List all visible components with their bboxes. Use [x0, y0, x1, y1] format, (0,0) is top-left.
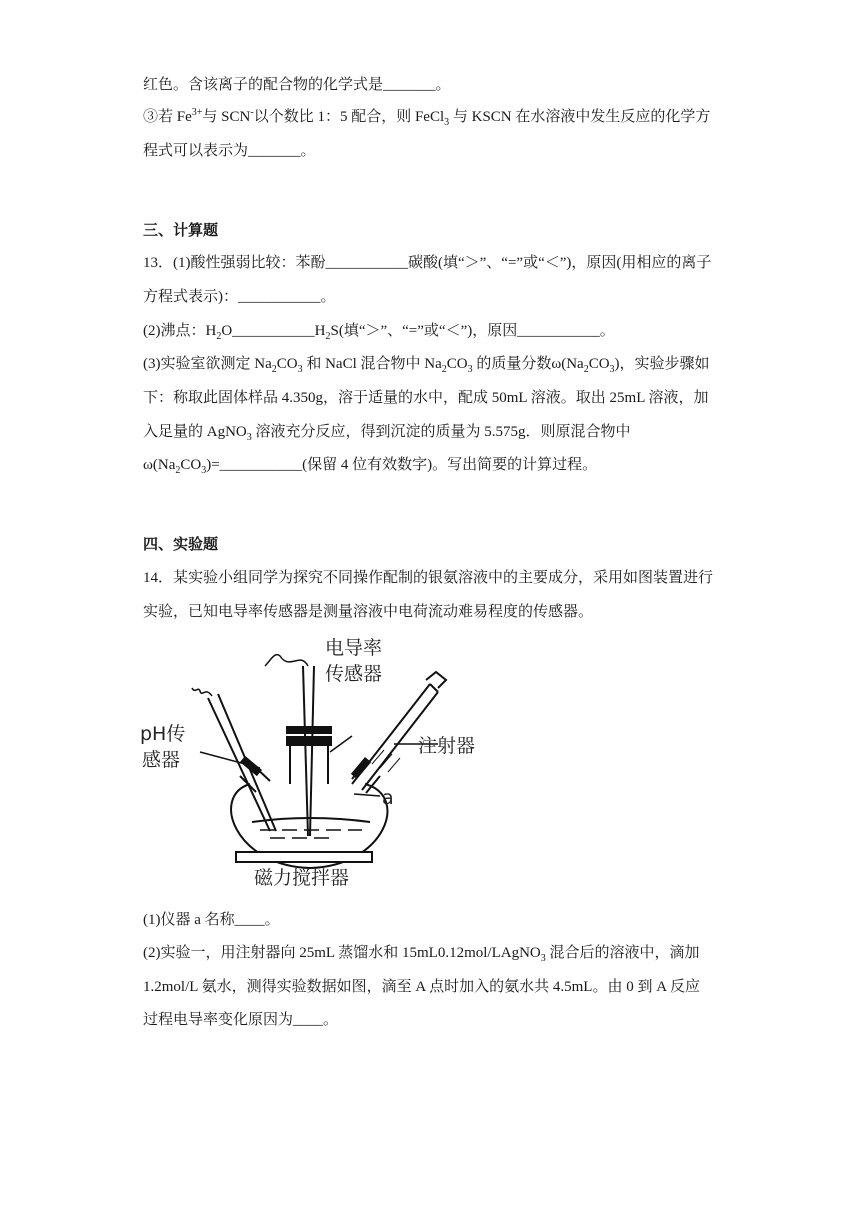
- subscript: 2: [583, 364, 589, 375]
- subscript: 2: [216, 331, 222, 342]
- text-span: ③若 Fe: [143, 109, 192, 125]
- text-line: 红色。含该离子的配合物的化学式是_______。: [143, 77, 451, 93]
- text-span: 与 SCN: [202, 109, 251, 125]
- apparatus-figure: [140, 636, 500, 892]
- text-line: [143, 107, 710, 127]
- text-line: [143, 422, 631, 442]
- subscript: 2: [441, 364, 447, 375]
- text-span: )，实验步骤如: [614, 356, 710, 372]
- text-span: 与 KSCN 在水溶液中发生反应的化学方: [449, 109, 711, 125]
- subscript: 2: [175, 465, 181, 476]
- superscript: -: [250, 107, 254, 118]
- text-span: )=___________(保留 4 位有效数字)。写出简要的计算过程。: [206, 457, 598, 473]
- text-line: 1.2mol/L 氨水，测得实验数据如图，滴至 A 点时加入的氨水共 4.5mL。由 0 到 A 反应: [143, 979, 700, 995]
- stopper-right: [351, 757, 371, 779]
- label-conductivity-1: 电导率: [325, 637, 383, 659]
- text-span: 和 NaCl 混合物中 Na: [302, 356, 442, 372]
- subscript: 3: [467, 364, 473, 375]
- superscript: 3+: [191, 107, 203, 118]
- stopper-center: [286, 736, 332, 746]
- label-conductivity-2: 传感器: [325, 663, 383, 685]
- text-line: (1)仪器 a 名称____。: [143, 912, 280, 928]
- text-line: 程式可以表示为_______。: [143, 143, 316, 159]
- a-leader: [354, 794, 380, 796]
- subscript: 3: [201, 465, 207, 476]
- ph-wire: [192, 688, 212, 696]
- text-line: 实验，已知电导率传感器是测量溶液中电荷流动难易程度的传感器。: [143, 604, 594, 620]
- flask-neck-center: [290, 746, 328, 784]
- text-line: 14．某实验小组同学为探究不同操作配制的银氨溶液中的主要成分，采用如图装置进行: [143, 570, 714, 586]
- text-span: CO: [446, 356, 468, 372]
- label-syringe: 注射器: [418, 735, 476, 757]
- subscript: 3: [540, 953, 546, 964]
- text-line: [143, 455, 597, 475]
- subscript: 3: [609, 364, 615, 375]
- text-line: [143, 321, 615, 341]
- conductivity-probe: [303, 666, 314, 836]
- section-heading-exp: 四、实验题: [143, 535, 219, 553]
- subscript: 3: [444, 117, 450, 128]
- text-span: CO: [276, 356, 298, 372]
- text-line: [143, 943, 700, 963]
- text-span: 的质量分数ω(Na: [472, 356, 584, 372]
- syringe-plunger: [426, 672, 446, 692]
- text-span: 混合后的溶液中，滴加: [545, 945, 700, 961]
- label-ph-1: pH传: [140, 723, 186, 745]
- label-stirrer: 磁力搅拌器: [254, 867, 350, 889]
- text-span: S(填“＞”、“=”或“＜”)，原因___________。: [330, 323, 615, 339]
- section-heading-calc: 三、计算题: [143, 221, 219, 239]
- label-a: a: [382, 787, 394, 809]
- subscript: 2: [271, 364, 277, 375]
- text-line: [143, 354, 710, 374]
- apparatus-diagram: [140, 636, 500, 892]
- subscript: 3: [246, 432, 252, 443]
- text-span: 入足量的 AgNO: [143, 424, 247, 440]
- text-span: ω(Na: [143, 457, 176, 473]
- subscript: 3: [297, 364, 303, 375]
- text-line: 13．(1)酸性强弱比较：苯酚___________碳酸(填“＞”、“=”或“＜”)，原因(用相应的离子: [143, 255, 712, 271]
- subscript: 2: [325, 331, 331, 342]
- text-line: 过程电导率变化原因为____。: [143, 1012, 339, 1028]
- text-span: 溶液充分反应，得到沉淀的质量为 5.575g．则原混合物中: [251, 424, 631, 440]
- probe-wire: [265, 655, 308, 666]
- text-line: 方程式表示)：___________。: [143, 289, 336, 305]
- text-span: (3)实验室欲测定 Na: [143, 356, 272, 372]
- stopper-center: [286, 726, 332, 734]
- text-span: 以个数比 1：5 配合，则 FeCl: [253, 109, 445, 125]
- text-span: (2)实验一，用注射器向 25mL 蒸馏水和 15mL0.12mol/LAgNO: [143, 945, 541, 961]
- text-span: CO: [588, 356, 610, 372]
- text-span: O___________H: [221, 323, 326, 339]
- label-ph-2: 感器: [142, 749, 181, 771]
- text-span: CO: [180, 457, 202, 473]
- stirrer-plate: [236, 852, 372, 862]
- text-line: 下：称取此固体样品 4.350g，溶于适量的水中，配成 50mL 溶液。取出 25mL 溶液，加: [143, 390, 709, 406]
- cond-leader: [330, 736, 352, 752]
- text-span: (2)沸点：H: [143, 323, 217, 339]
